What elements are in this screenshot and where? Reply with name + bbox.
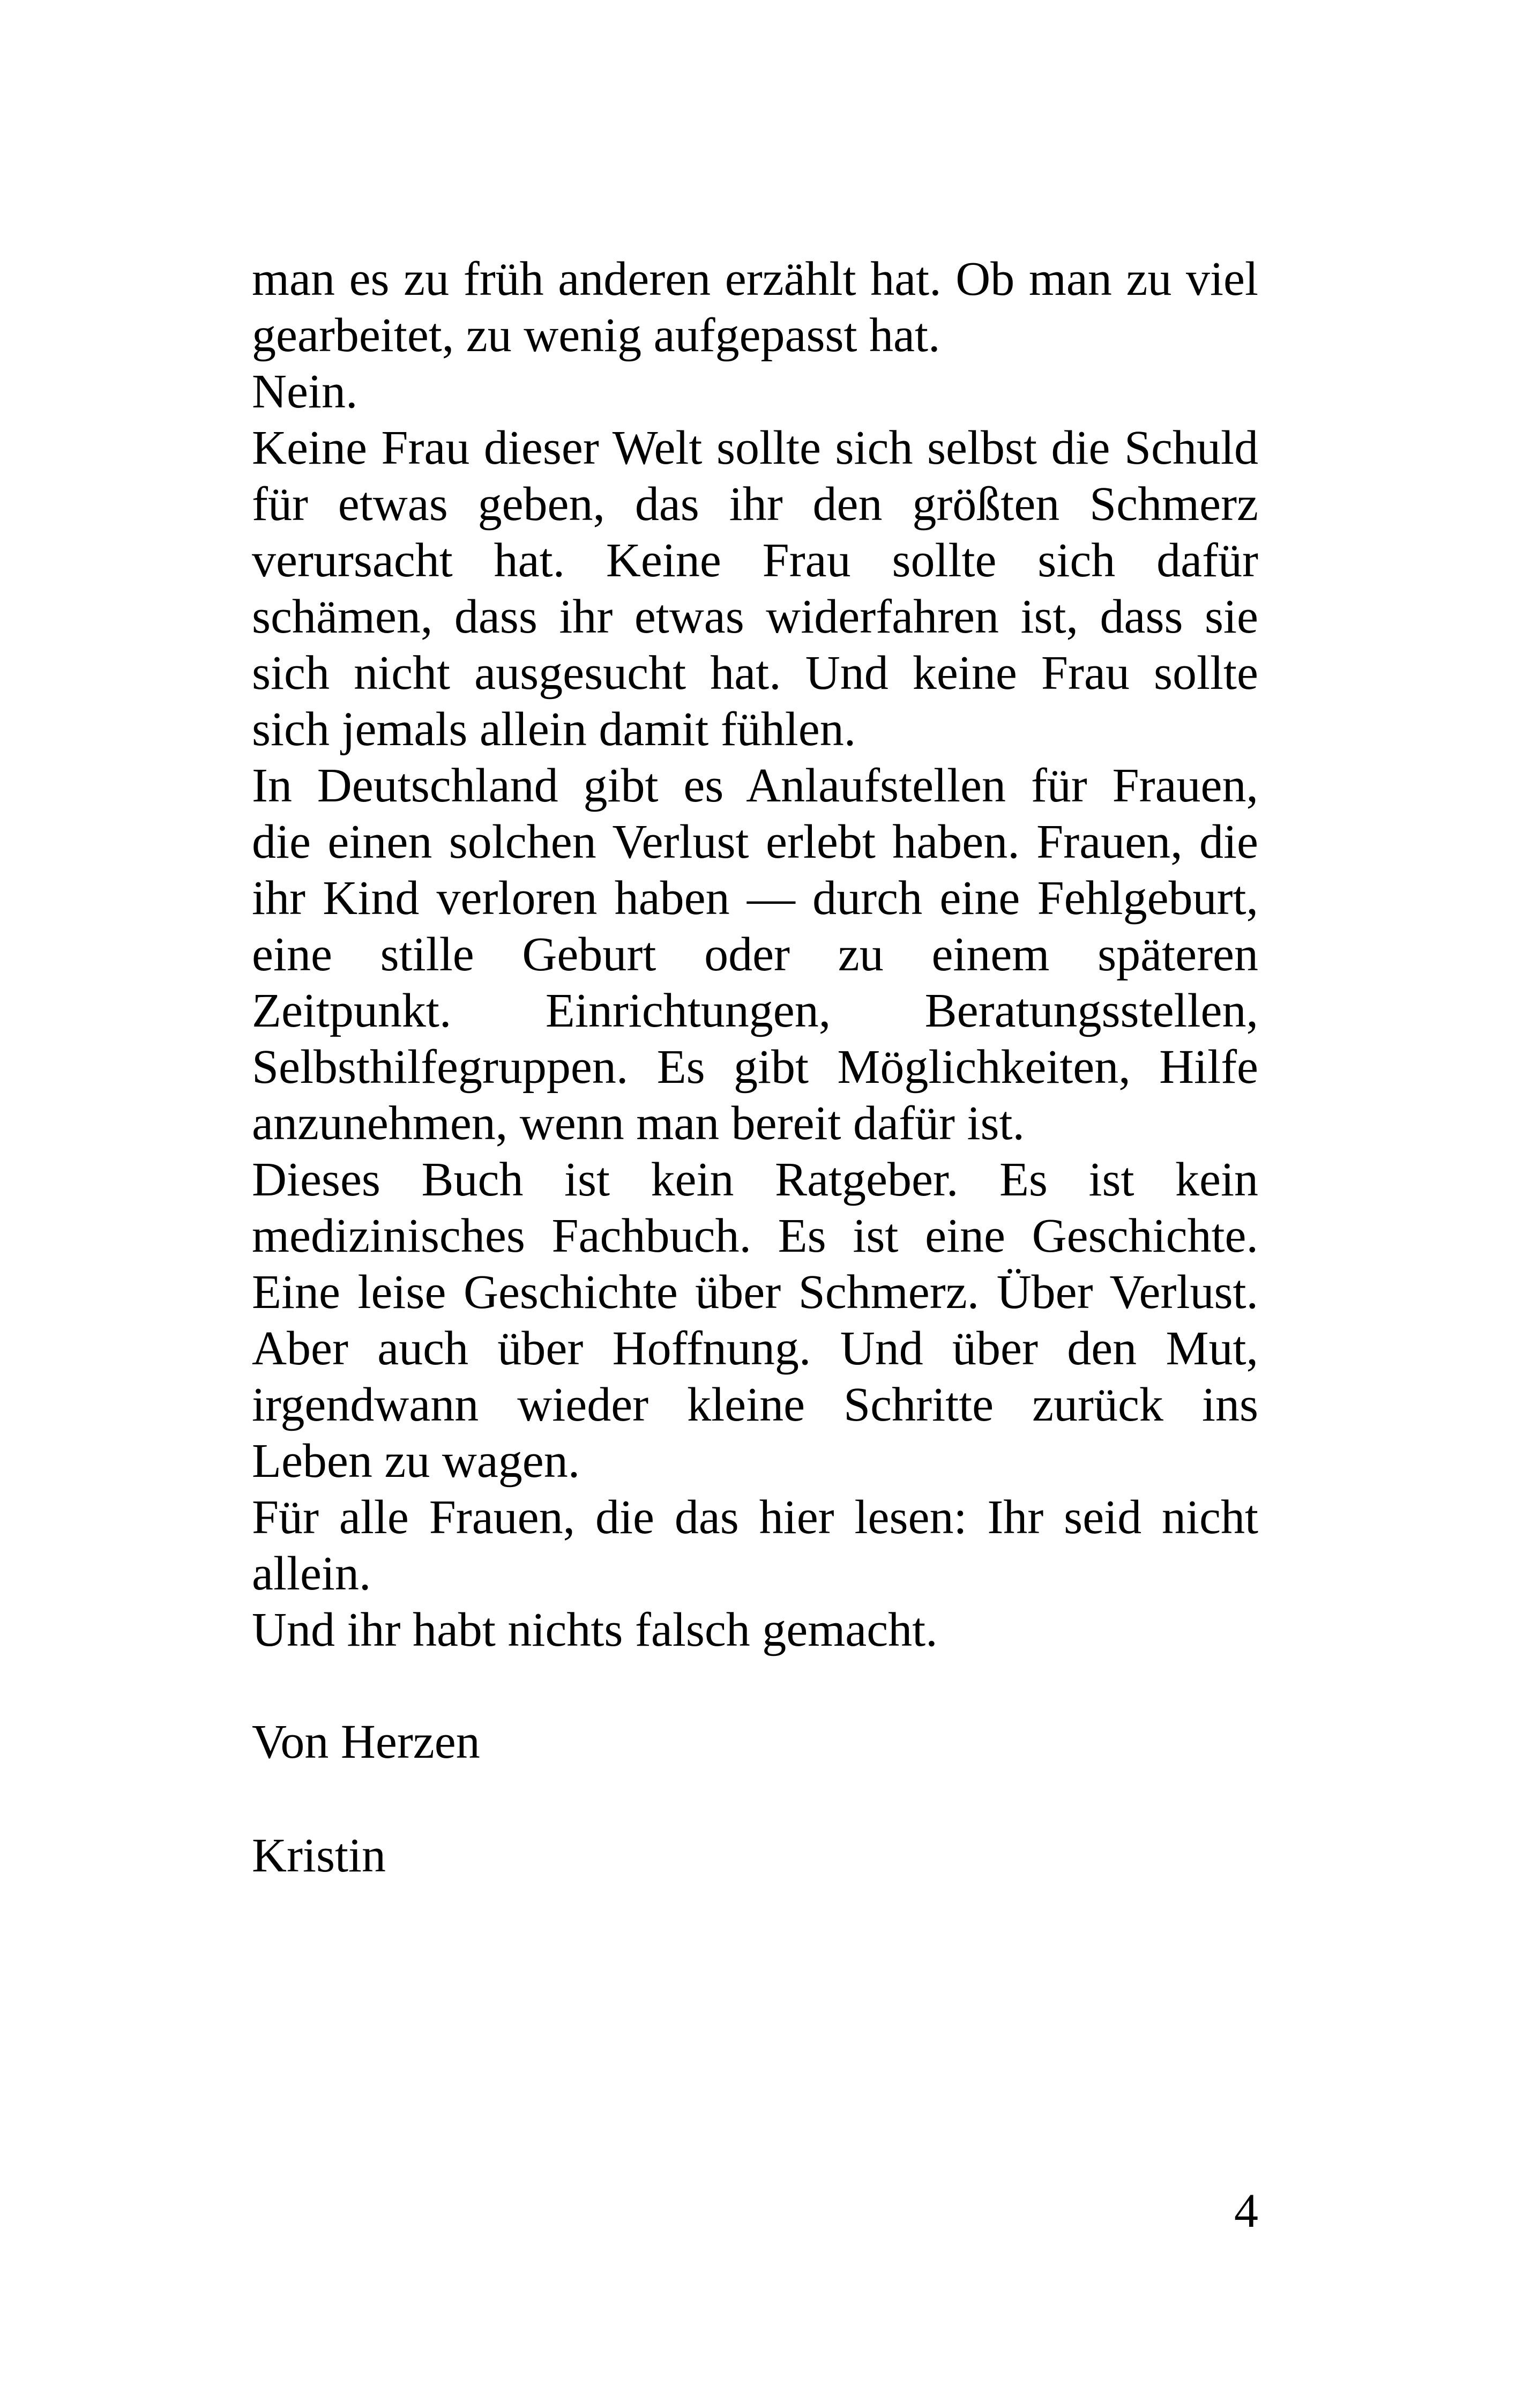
text-line: In Deutschland gibt es Anlaufstellen für Frauen, bbox=[252, 759, 1258, 812]
text-line: die einen solchen Verlust erlebt haben. Frauen, die bbox=[252, 815, 1258, 868]
text-line: irgendwann wieder kleine Schritte zurück ins bbox=[252, 1378, 1258, 1431]
text-line: sich jemals allein damit fühlen. bbox=[252, 703, 856, 756]
closing-greeting: Von Herzen bbox=[252, 1715, 480, 1768]
text-line: Selbsthilfegruppen. Es gibt Möglichkeiten, Hilfe bbox=[252, 1041, 1258, 1094]
text-line: Leben zu wagen. bbox=[252, 1435, 580, 1488]
page-number: 4 bbox=[1234, 2184, 1258, 2238]
text-line: Eine leise Geschichte über Schmerz. Über Verlust. bbox=[252, 1266, 1258, 1319]
text-line: Nein. bbox=[252, 365, 358, 418]
text-line: Und ihr habt nichts falsch gemacht. bbox=[252, 1603, 938, 1656]
text-line: sich nicht ausgesucht hat. Und keine Frau sollte bbox=[252, 646, 1258, 700]
text-line: medizinisches Fachbuch. Es ist eine Geschichte. bbox=[252, 1209, 1258, 1262]
text-line: verursacht hat. Keine Frau sollte sich dafür bbox=[252, 534, 1258, 587]
text-line: man es zu früh anderen erzählt hat. Ob man zu viel bbox=[252, 252, 1258, 306]
text-line: Aber auch über Hoffnung. Und über den Mut, bbox=[252, 1322, 1258, 1375]
text-line: allein. bbox=[252, 1547, 371, 1600]
text-line: Keine Frau dieser Welt sollte sich selbst die Schuld bbox=[252, 421, 1258, 474]
text-line: ihr Kind verloren haben — durch eine Fehlgeburt, bbox=[252, 872, 1258, 925]
text-line: Zeitpunkt. Einrichtungen, Beratungsstellen, bbox=[252, 984, 1258, 1037]
text-line: eine stille Geburt oder zu einem späteren bbox=[252, 928, 1258, 981]
text-line: gearbeitet, zu wenig aufgepasst hat. bbox=[252, 309, 940, 362]
text-line: schämen, dass ihr etwas widerfahren ist, dass sie bbox=[252, 590, 1258, 643]
text-line: für etwas geben, das ihr den größten Schmerz bbox=[252, 478, 1258, 531]
author-signature: Kristin bbox=[252, 1829, 386, 1882]
text-line: anzunehmen, wenn man bereit dafür ist. bbox=[252, 1097, 1025, 1150]
text-line: Dieses Buch ist kein Ratgeber. Es ist kein bbox=[252, 1153, 1258, 1206]
body-text bbox=[252, 251, 1258, 1658]
text-line: Für alle Frauen, die das hier lesen: Ihr seid nicht bbox=[252, 1491, 1258, 1544]
